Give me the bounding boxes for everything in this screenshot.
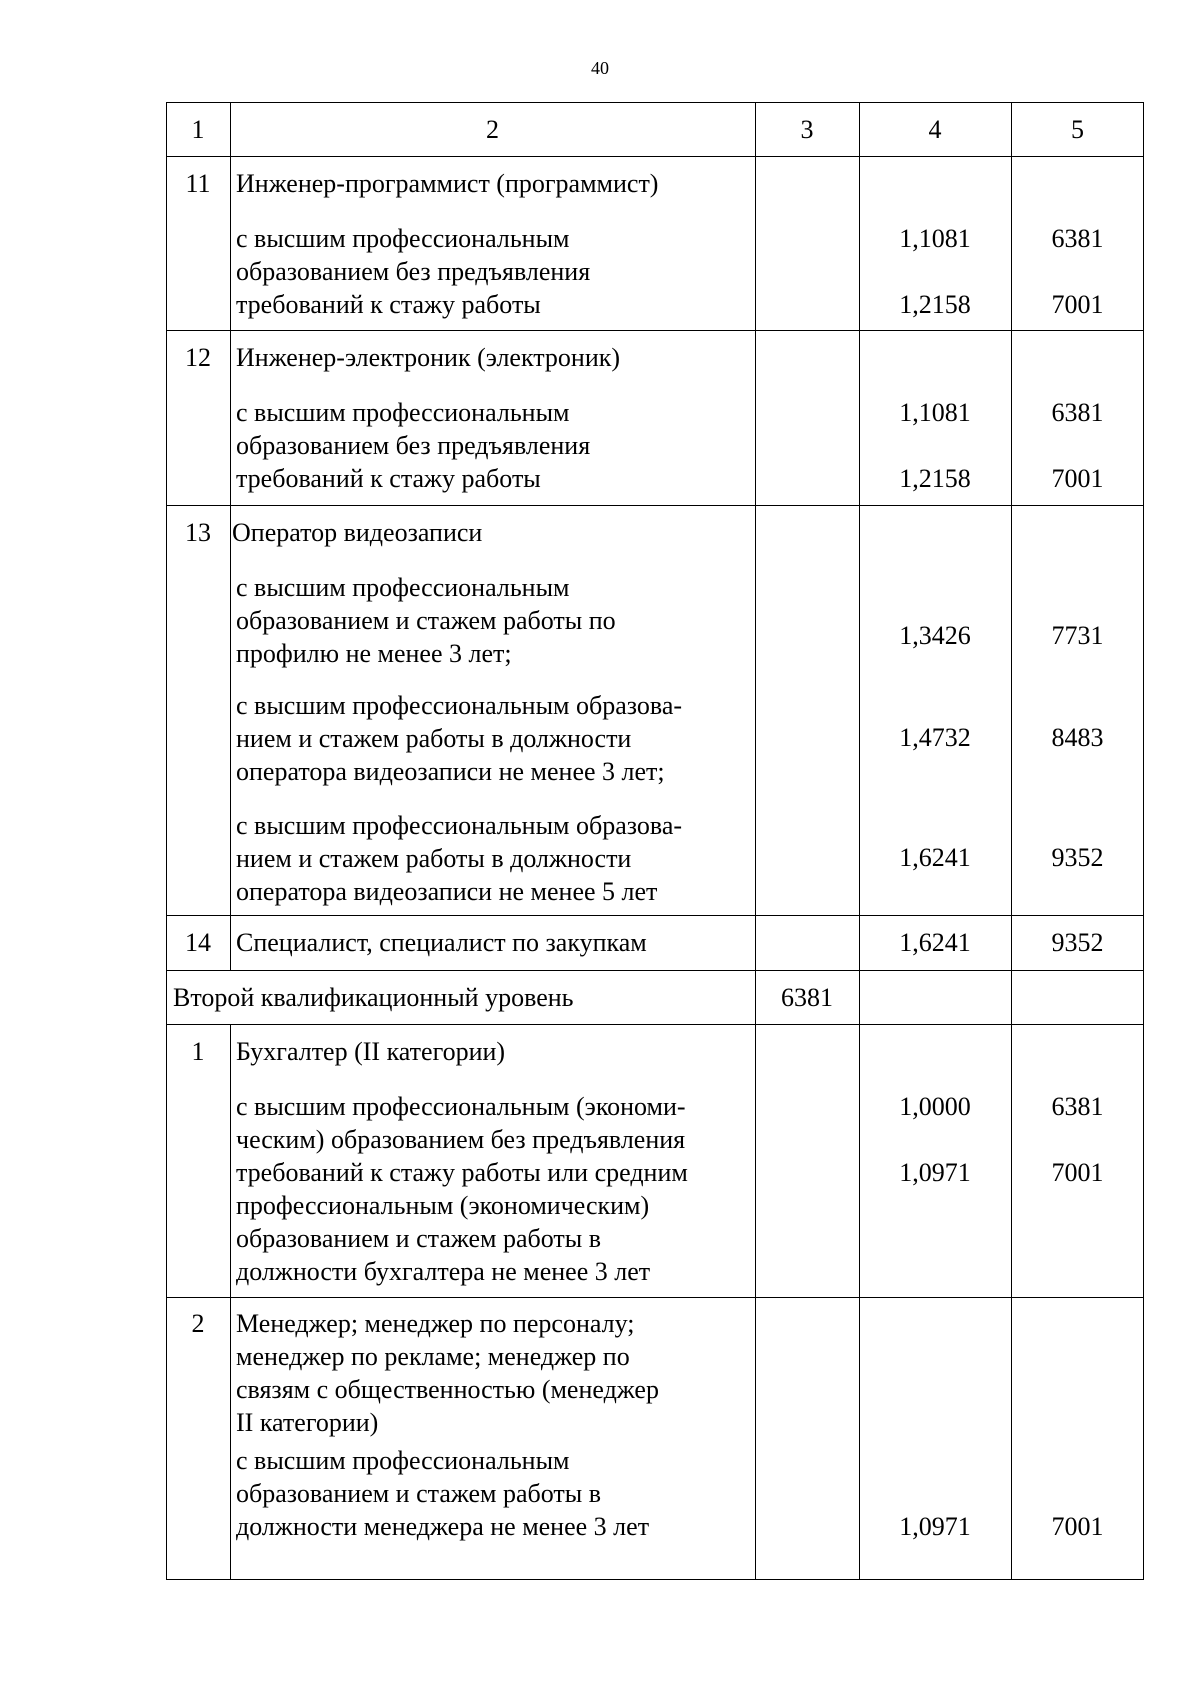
coefficient: 1,1081: [899, 398, 971, 427]
row-divider: [166, 156, 1144, 157]
salary: 9352: [1051, 928, 1104, 957]
row-divider: [166, 505, 1144, 506]
row-divider: [166, 330, 1144, 331]
coefficient: 1,2158: [899, 464, 971, 493]
row-number: 14: [185, 928, 211, 957]
position-title: Инженер-программист (программист): [236, 169, 659, 198]
row-number: 12: [185, 343, 211, 372]
position-description: с высшим профессиональным образованием и стажем работы в должности менеджера не менее 3 лет: [236, 1446, 650, 1541]
header-cell: 5: [1071, 115, 1084, 144]
position-description: с высшим профессиональным образова- нием и стажем работы в должности оператора видеозаписи не менее 5 лет: [236, 811, 683, 906]
coefficient: 1,3426: [899, 621, 971, 650]
coefficient: 1,0000: [899, 1092, 971, 1121]
coefficient: 1,4732: [899, 723, 971, 752]
position-description: с высшим профессиональным (экономи- ческим) образованием без предъявления требований к стажу работы или средним профессиональным (экономическим) образованием и стажем работы в должности бухгалтера не менее 3 лет: [236, 1092, 688, 1286]
salary: 7001: [1051, 464, 1104, 493]
salary: 9352: [1051, 843, 1104, 872]
base-salary: 6381: [781, 983, 833, 1012]
coefficient: 1,2158: [899, 290, 971, 319]
row-divider: [166, 1024, 1144, 1025]
row-divider: [166, 915, 1144, 916]
coefficient: 1,6241: [899, 843, 971, 872]
header-cell: 4: [928, 115, 942, 144]
column-divider: [230, 102, 231, 970]
salary: 7001: [1051, 290, 1104, 319]
salary: 6381: [1051, 398, 1104, 427]
row-divider: [166, 970, 1144, 971]
salary: 6381: [1051, 224, 1104, 253]
table-border-top: [166, 102, 1144, 103]
position-description: с высшим профессиональным образованием без предъявления требований к стажу работы: [236, 224, 591, 319]
row-number: 11: [185, 169, 211, 198]
header-cell: 1: [191, 115, 205, 144]
salary: 7001: [1051, 1158, 1104, 1187]
position-title: Менеджер; менеджер по персоналу; менеджер по рекламе; менеджер по связям с общественностью (менеджер II категории): [236, 1309, 659, 1437]
header-cell: 3: [800, 115, 814, 144]
header-cell: 2: [486, 115, 499, 144]
table-border-bottom: [166, 1579, 1144, 1580]
coefficient: 1,0971: [899, 1158, 971, 1187]
position-title: Оператор видеозаписи: [232, 518, 483, 547]
salary: 8483: [1051, 723, 1104, 752]
table-border-left: [166, 102, 167, 1580]
position-title: Специалист, специалист по закупкам: [236, 928, 647, 957]
position-description: с высшим профессиональным образова- нием и стажем работы в должности оператора видеозаписи не менее 3 лет;: [236, 691, 683, 786]
salary: 7731: [1051, 621, 1104, 650]
rates-table: [166, 102, 1144, 1580]
coefficient: 1,1081: [899, 224, 971, 253]
page-number: 40: [591, 58, 609, 78]
column-divider: [230, 1024, 231, 1580]
position-description: с высшим профессиональным образованием и стажем работы по профилю не менее 3 лет;: [236, 573, 616, 668]
salary: 7001: [1051, 1512, 1104, 1541]
qualification-level: Второй квалификационный уровень: [173, 983, 574, 1012]
row-divider: [166, 1297, 1144, 1298]
coefficient: 1,0971: [899, 1512, 971, 1541]
column-divider: [755, 102, 756, 1580]
row-number: 13: [185, 518, 211, 547]
position-description: с высшим профессиональным образованием без предъявления требований к стажу работы: [236, 398, 591, 493]
salary: 6381: [1051, 1092, 1104, 1121]
coefficient: 1,6241: [899, 928, 971, 957]
row-number: 1: [191, 1037, 205, 1066]
row-number: 2: [191, 1309, 205, 1338]
position-title: Бухгалтер (II категории): [236, 1037, 506, 1066]
position-title: Инженер-электроник (электроник): [236, 343, 621, 372]
